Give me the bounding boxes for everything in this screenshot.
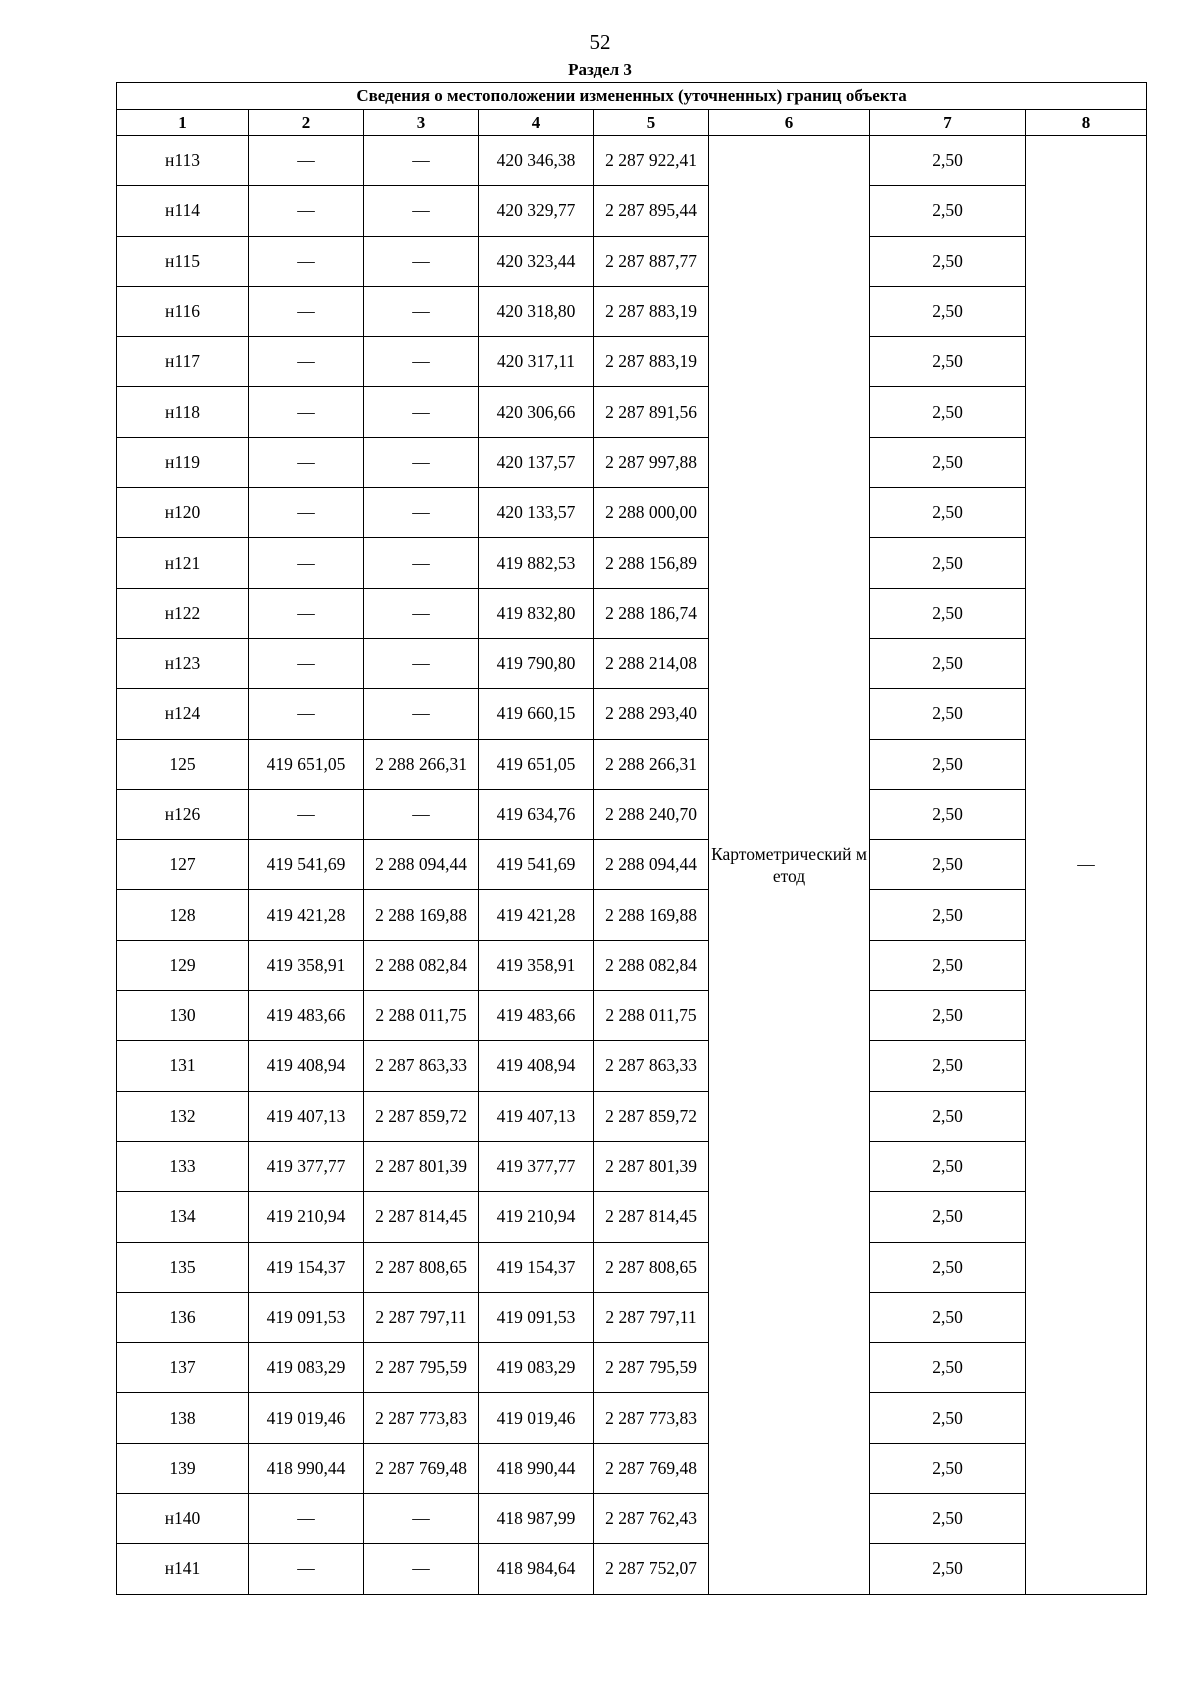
new-x-cell: 420 137,57 <box>479 437 594 487</box>
old-x-cell: 418 990,44 <box>249 1443 364 1493</box>
new-y-cell: 2 288 082,84 <box>594 940 709 990</box>
accuracy-cell: 2,50 <box>870 638 1026 688</box>
point-number-cell: 130 <box>117 991 249 1041</box>
point-number-cell: н117 <box>117 337 249 387</box>
table-row <box>117 1393 1147 1443</box>
new-y-cell: 2 287 891,56 <box>594 387 709 437</box>
table-row <box>117 236 1147 286</box>
accuracy-cell: 2,50 <box>870 136 1026 186</box>
old-y-cell: — <box>364 538 479 588</box>
table-row <box>117 186 1147 236</box>
table-row <box>117 488 1147 538</box>
table-row <box>117 286 1147 336</box>
old-y-cell: — <box>364 136 479 186</box>
point-number-cell: н123 <box>117 638 249 688</box>
section-title: Раздел 3 <box>568 60 632 79</box>
new-x-cell: 419 407,13 <box>479 1091 594 1141</box>
table-row <box>117 689 1147 739</box>
point-number-cell: н120 <box>117 488 249 538</box>
table-row <box>117 136 1147 186</box>
point-number-cell: н141 <box>117 1544 249 1594</box>
old-x-cell: 419 083,29 <box>249 1343 364 1393</box>
new-y-cell: 2 287 883,19 <box>594 286 709 336</box>
old-y-cell: 2 287 797,11 <box>364 1292 479 1342</box>
table-row <box>117 337 1147 387</box>
column-number: 6 <box>709 110 870 136</box>
point-number-cell: 129 <box>117 940 249 990</box>
table-row <box>117 1443 1147 1493</box>
old-y-cell: 2 288 011,75 <box>364 991 479 1041</box>
old-x-cell: 419 407,13 <box>249 1091 364 1141</box>
old-x-cell: — <box>249 789 364 839</box>
old-x-cell: 419 421,28 <box>249 890 364 940</box>
point-number-cell: н124 <box>117 689 249 739</box>
new-x-cell: 418 990,44 <box>479 1443 594 1493</box>
new-y-cell: 2 288 094,44 <box>594 840 709 890</box>
old-y-cell: 2 287 795,59 <box>364 1343 479 1393</box>
point-number-cell: н113 <box>117 136 249 186</box>
new-x-cell: 418 987,99 <box>479 1494 594 1544</box>
accuracy-cell: 2,50 <box>870 1393 1026 1443</box>
accuracy-cell: 2,50 <box>870 387 1026 437</box>
new-y-cell: 2 287 859,72 <box>594 1091 709 1141</box>
old-x-cell: 419 091,53 <box>249 1292 364 1342</box>
new-x-cell: 419 651,05 <box>479 739 594 789</box>
new-y-cell: 2 287 762,43 <box>594 1494 709 1544</box>
old-x-cell: 419 483,66 <box>249 991 364 1041</box>
old-y-cell: — <box>364 286 479 336</box>
old-y-cell: — <box>364 186 479 236</box>
point-number-cell: н119 <box>117 437 249 487</box>
old-y-cell: — <box>364 588 479 638</box>
old-y-cell: 2 288 094,44 <box>364 840 479 890</box>
old-y-cell: — <box>364 337 479 387</box>
old-x-cell: 419 651,05 <box>249 739 364 789</box>
old-x-cell: 419 154,37 <box>249 1242 364 1292</box>
accuracy-cell: 2,50 <box>870 1343 1026 1393</box>
old-x-cell: — <box>249 337 364 387</box>
accuracy-cell: 2,50 <box>870 1292 1026 1342</box>
table-row <box>117 1544 1147 1594</box>
new-y-cell: 2 287 814,45 <box>594 1192 709 1242</box>
old-y-cell: — <box>364 689 479 739</box>
method-cell: Картометрический метод <box>709 136 870 1595</box>
old-y-cell: — <box>364 1494 479 1544</box>
new-x-cell: 419 660,15 <box>479 689 594 739</box>
old-x-cell: — <box>249 1544 364 1594</box>
point-number-cell: 138 <box>117 1393 249 1443</box>
point-number-cell: 136 <box>117 1292 249 1342</box>
new-x-cell: 419 634,76 <box>479 789 594 839</box>
old-y-cell: 2 287 808,65 <box>364 1242 479 1292</box>
old-x-cell: — <box>249 136 364 186</box>
old-y-cell: 2 288 169,88 <box>364 890 479 940</box>
table-row <box>117 1041 1147 1091</box>
table-row <box>117 1141 1147 1191</box>
new-x-cell: 420 323,44 <box>479 236 594 286</box>
point-number-cell: 132 <box>117 1091 249 1141</box>
old-x-cell: 419 210,94 <box>249 1192 364 1242</box>
table-row <box>117 437 1147 487</box>
new-y-cell: 2 288 240,70 <box>594 789 709 839</box>
old-x-cell: — <box>249 588 364 638</box>
old-x-cell: 419 019,46 <box>249 1393 364 1443</box>
accuracy-cell: 2,50 <box>870 1242 1026 1292</box>
old-x-cell: — <box>249 1494 364 1544</box>
table-row <box>117 387 1147 437</box>
accuracy-cell: 2,50 <box>870 538 1026 588</box>
new-x-cell: 420 133,57 <box>479 488 594 538</box>
new-x-cell: 419 882,53 <box>479 538 594 588</box>
new-x-cell: 419 154,37 <box>479 1242 594 1292</box>
boundary-coordinates-table <box>116 82 1147 1595</box>
point-number-cell: н126 <box>117 789 249 839</box>
table-body <box>117 136 1147 1595</box>
old-y-cell: — <box>364 236 479 286</box>
point-number-cell: 127 <box>117 840 249 890</box>
point-number-cell: н140 <box>117 1494 249 1544</box>
old-y-cell: 2 287 814,45 <box>364 1192 479 1242</box>
new-y-cell: 2 287 895,44 <box>594 186 709 236</box>
point-number-cell: 131 <box>117 1041 249 1091</box>
new-x-cell: 419 019,46 <box>479 1393 594 1443</box>
old-x-cell: — <box>249 689 364 739</box>
new-y-cell: 2 287 922,41 <box>594 136 709 186</box>
new-y-cell: 2 287 863,33 <box>594 1041 709 1091</box>
point-number-cell: н122 <box>117 588 249 638</box>
old-x-cell: 419 377,77 <box>249 1141 364 1191</box>
point-number-cell: 128 <box>117 890 249 940</box>
new-y-cell: 2 287 997,88 <box>594 437 709 487</box>
new-y-cell: 2 288 186,74 <box>594 588 709 638</box>
table-row <box>117 1242 1147 1292</box>
new-x-cell: 420 317,11 <box>479 337 594 387</box>
column-number: 8 <box>1026 110 1147 136</box>
table-row <box>117 1192 1147 1242</box>
new-y-cell: 2 287 752,07 <box>594 1544 709 1594</box>
point-number-cell: 133 <box>117 1141 249 1191</box>
new-y-cell: 2 287 883,19 <box>594 337 709 387</box>
point-number-cell: н115 <box>117 236 249 286</box>
accuracy-cell: 2,50 <box>870 1192 1026 1242</box>
accuracy-cell: 2,50 <box>870 1041 1026 1091</box>
new-y-cell: 2 288 214,08 <box>594 638 709 688</box>
new-y-cell: 2 287 795,59 <box>594 1343 709 1393</box>
point-number-cell: н114 <box>117 186 249 236</box>
column-number: 2 <box>249 110 364 136</box>
point-number-cell: 139 <box>117 1443 249 1493</box>
table-row <box>117 991 1147 1041</box>
old-y-cell: 2 287 769,48 <box>364 1443 479 1493</box>
old-x-cell: 419 358,91 <box>249 940 364 990</box>
new-y-cell: 2 288 000,00 <box>594 488 709 538</box>
point-number-cell: 137 <box>117 1343 249 1393</box>
old-y-cell: 2 287 773,83 <box>364 1393 479 1443</box>
new-y-cell: 2 287 808,65 <box>594 1242 709 1292</box>
old-y-cell: — <box>364 638 479 688</box>
table-row <box>117 1091 1147 1141</box>
column-number: 7 <box>870 110 1026 136</box>
column-number: 5 <box>594 110 709 136</box>
table-row <box>117 789 1147 839</box>
new-y-cell: 2 287 797,11 <box>594 1292 709 1342</box>
accuracy-cell: 2,50 <box>870 739 1026 789</box>
new-x-cell: 419 832,80 <box>479 588 594 638</box>
old-x-cell: 419 541,69 <box>249 840 364 890</box>
new-x-cell: 419 541,69 <box>479 840 594 890</box>
accuracy-cell: 2,50 <box>870 588 1026 638</box>
new-y-cell: 2 287 769,48 <box>594 1443 709 1493</box>
table-row <box>117 840 1147 890</box>
accuracy-cell: 2,50 <box>870 890 1026 940</box>
old-x-cell: — <box>249 236 364 286</box>
new-x-cell: 419 421,28 <box>479 890 594 940</box>
table-caption: Сведения о местоположении измененных (уточненных) границ объекта <box>117 83 1147 110</box>
accuracy-cell: 2,50 <box>870 236 1026 286</box>
accuracy-cell: 2,50 <box>870 1544 1026 1594</box>
accuracy-cell: 2,50 <box>870 437 1026 487</box>
column-number: 4 <box>479 110 594 136</box>
accuracy-cell: 2,50 <box>870 840 1026 890</box>
table-row <box>117 890 1147 940</box>
page-number: 52 <box>589 30 611 54</box>
table-row <box>117 739 1147 789</box>
accuracy-cell: 2,50 <box>870 488 1026 538</box>
table-row <box>117 1494 1147 1544</box>
point-number-cell: 135 <box>117 1242 249 1292</box>
old-y-cell: 2 287 863,33 <box>364 1041 479 1091</box>
accuracy-cell: 2,50 <box>870 1494 1026 1544</box>
new-y-cell: 2 288 011,75 <box>594 991 709 1041</box>
new-x-cell: 419 358,91 <box>479 940 594 990</box>
new-x-cell: 420 306,66 <box>479 387 594 437</box>
point-number-cell: н118 <box>117 387 249 437</box>
accuracy-cell: 2,50 <box>870 940 1026 990</box>
old-y-cell: 2 287 801,39 <box>364 1141 479 1191</box>
table-row <box>117 1292 1147 1342</box>
table-row <box>117 940 1147 990</box>
accuracy-cell: 2,50 <box>870 186 1026 236</box>
new-y-cell: 2 287 773,83 <box>594 1393 709 1443</box>
accuracy-cell: 2,50 <box>870 991 1026 1041</box>
old-y-cell: — <box>364 437 479 487</box>
old-x-cell: — <box>249 387 364 437</box>
new-x-cell: 418 984,64 <box>479 1544 594 1594</box>
old-x-cell: — <box>249 488 364 538</box>
accuracy-cell: 2,50 <box>870 689 1026 739</box>
old-y-cell: — <box>364 488 479 538</box>
accuracy-cell: 2,50 <box>870 1141 1026 1191</box>
new-x-cell: 419 483,66 <box>479 991 594 1041</box>
column-number: 1 <box>117 110 249 136</box>
table-row <box>117 1343 1147 1393</box>
old-x-cell: — <box>249 437 364 487</box>
new-x-cell: 420 346,38 <box>479 136 594 186</box>
new-x-cell: 419 083,29 <box>479 1343 594 1393</box>
column8-cell: — <box>1026 136 1147 1595</box>
old-y-cell: 2 287 859,72 <box>364 1091 479 1141</box>
new-y-cell: 2 288 293,40 <box>594 689 709 739</box>
point-number-cell: н121 <box>117 538 249 588</box>
table-row <box>117 638 1147 688</box>
new-x-cell: 419 790,80 <box>479 638 594 688</box>
old-x-cell: — <box>249 538 364 588</box>
point-number-cell: 134 <box>117 1192 249 1242</box>
column-number-row <box>117 110 1147 136</box>
new-y-cell: 2 287 887,77 <box>594 236 709 286</box>
old-x-cell: — <box>249 286 364 336</box>
old-y-cell: — <box>364 789 479 839</box>
point-number-cell: 125 <box>117 739 249 789</box>
new-y-cell: 2 288 156,89 <box>594 538 709 588</box>
accuracy-cell: 2,50 <box>870 789 1026 839</box>
new-y-cell: 2 287 801,39 <box>594 1141 709 1191</box>
new-y-cell: 2 288 266,31 <box>594 739 709 789</box>
old-x-cell: — <box>249 186 364 236</box>
table-row <box>117 588 1147 638</box>
column-number: 3 <box>364 110 479 136</box>
new-y-cell: 2 288 169,88 <box>594 890 709 940</box>
old-y-cell: 2 288 082,84 <box>364 940 479 990</box>
new-x-cell: 420 318,80 <box>479 286 594 336</box>
new-x-cell: 419 377,77 <box>479 1141 594 1191</box>
old-y-cell: — <box>364 387 479 437</box>
old-y-cell: — <box>364 1544 479 1594</box>
accuracy-cell: 2,50 <box>870 1091 1026 1141</box>
old-x-cell: — <box>249 638 364 688</box>
new-x-cell: 419 408,94 <box>479 1041 594 1091</box>
new-x-cell: 419 091,53 <box>479 1292 594 1342</box>
accuracy-cell: 2,50 <box>870 1443 1026 1493</box>
table-row <box>117 538 1147 588</box>
old-y-cell: 2 288 266,31 <box>364 739 479 789</box>
new-x-cell: 420 329,77 <box>479 186 594 236</box>
old-x-cell: 419 408,94 <box>249 1041 364 1091</box>
accuracy-cell: 2,50 <box>870 337 1026 387</box>
point-number-cell: н116 <box>117 286 249 336</box>
new-x-cell: 419 210,94 <box>479 1192 594 1242</box>
accuracy-cell: 2,50 <box>870 286 1026 336</box>
